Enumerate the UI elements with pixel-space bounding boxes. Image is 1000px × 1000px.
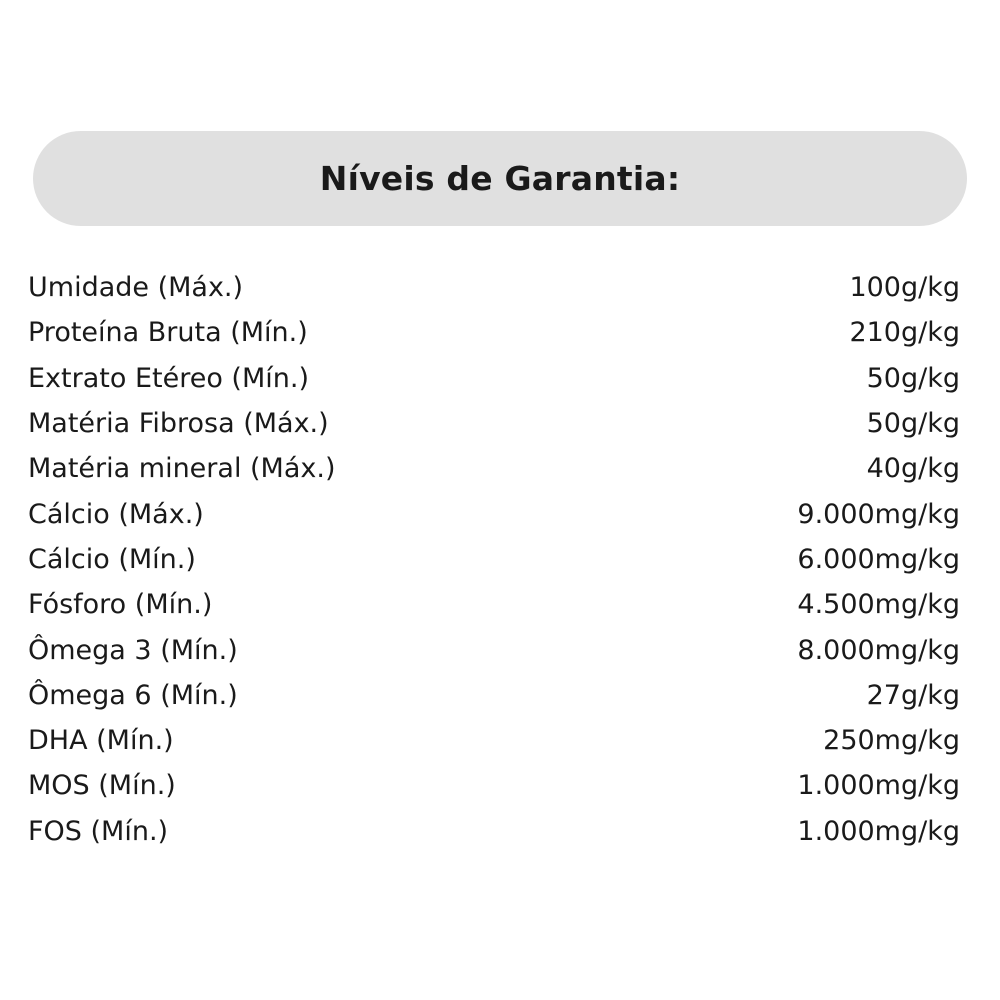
table-row [28, 809, 960, 854]
nutrient-name: Cálcio (Mín.) [28, 543, 196, 575]
nutrient-value: 9.000mg/kg [797, 498, 960, 530]
nutrient-name: Proteína Bruta (Mín.) [28, 317, 308, 349]
nutrient-value: 40g/kg [866, 453, 960, 485]
nutrient-value: 250mg/kg [823, 725, 960, 757]
nutrient-name: Cálcio (Máx.) [28, 498, 204, 530]
nutrient-name: Matéria Fibrosa (Máx.) [28, 408, 329, 440]
page-title: Níveis de Garantia: [319, 159, 681, 198]
table-row [28, 718, 960, 763]
table-row [28, 582, 960, 627]
table-row [28, 537, 960, 582]
nutrient-value: 50g/kg [866, 408, 960, 440]
nutrient-name: MOS (Mín.) [28, 770, 176, 802]
nutrient-name: Matéria mineral (Máx.) [28, 453, 336, 485]
table-row [28, 627, 960, 672]
nutrient-name: Extrato Etéreo (Mín.) [28, 362, 309, 394]
table-row [28, 265, 960, 310]
header-banner [33, 131, 967, 226]
nutrient-name: Ômega 6 (Mín.) [28, 679, 238, 711]
nutrient-name: Ômega 3 (Mín.) [28, 634, 238, 666]
nutrient-value: 210g/kg [849, 317, 960, 349]
table-row [28, 673, 960, 718]
nutrient-value: 6.000mg/kg [797, 543, 960, 575]
nutrient-value: 1.000mg/kg [797, 770, 960, 802]
table-row [28, 310, 960, 355]
table-row [28, 401, 960, 446]
nutrient-value: 4.500mg/kg [797, 589, 960, 621]
nutrient-value: 8.000mg/kg [797, 634, 960, 666]
nutrient-name: DHA (Mín.) [28, 725, 174, 757]
table-row [28, 446, 960, 491]
table-row [28, 356, 960, 401]
nutrient-name: FOS (Mín.) [28, 815, 169, 847]
nutrient-value: 100g/kg [849, 272, 960, 304]
nutrient-name: Fósforo (Mín.) [28, 589, 213, 621]
nutrient-value: 1.000mg/kg [797, 815, 960, 847]
table-row [28, 763, 960, 808]
guarantee-levels-table [28, 265, 960, 854]
nutrient-value: 27g/kg [866, 679, 960, 711]
nutrient-value: 50g/kg [866, 362, 960, 394]
table-row [28, 491, 960, 536]
nutrient-name: Umidade (Máx.) [28, 272, 244, 304]
